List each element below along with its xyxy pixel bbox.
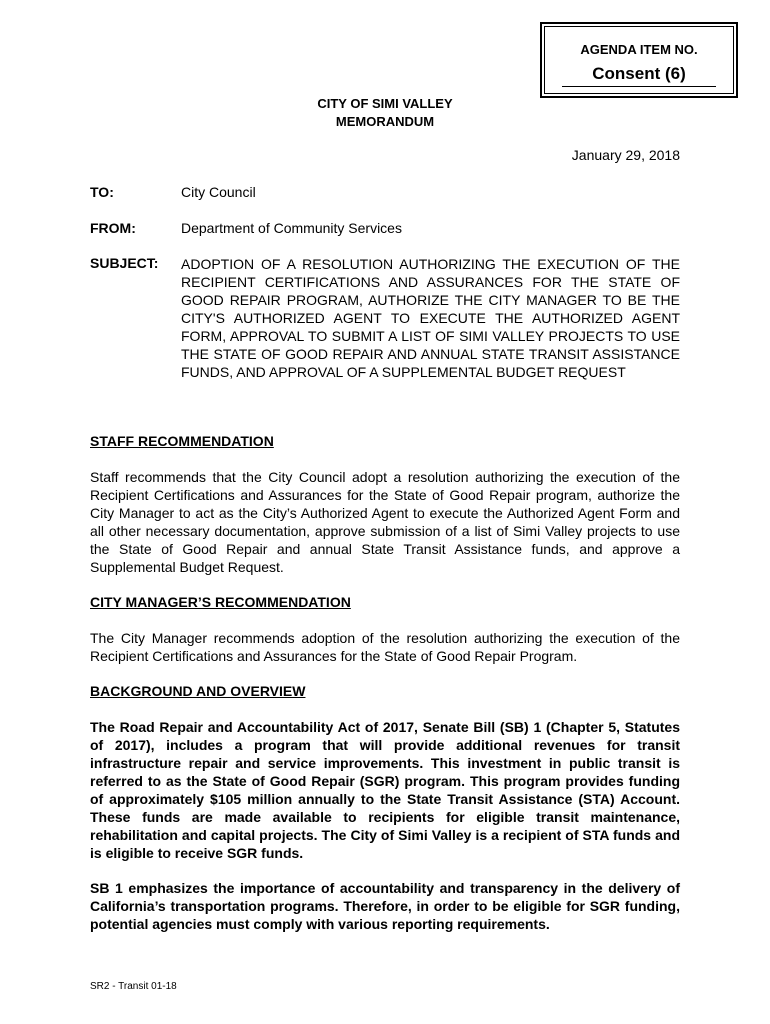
to-label: TO: — [90, 184, 114, 200]
agenda-item-label: AGENDA ITEM NO. — [580, 42, 698, 57]
subject-text: ADOPTION OF A RESOLUTION AUTHORIZING THE EXECUTION OF THE RECIPIENT CERTIFICATIONS AND ASSURANCES FOR THE STATE OF GOOD REPAIR PROGRAM, AUTHORIZE THE CITY MANAGER TO BE THE CITY'S AUTHORIZED AGENT TO EXECUTE THE AUTHORIZED AGENT FORM, APPROVAL TO SUBMIT A LIST OF SIMI VALLEY PROJECTS TO USE THE STATE OF GOOD REPAIR AND ANNUAL STATE TRANSIT ASSISTANCE FUNDS, AND APPROVAL OF A SUPPLEMENTAL BUDGET REQUEST — [181, 256, 680, 380]
background-heading: BACKGROUND AND OVERVIEW — [90, 683, 306, 699]
footer-reference: SR2 - Transit 01-18 — [90, 981, 177, 992]
city-manager-recommendation-heading: CITY MANAGER’S RECOMMENDATION — [90, 594, 351, 610]
background-paragraph-1: The Road Repair and Accountability Act of 2017, Senate Bill (SB) 1 (Chapter 5, Statutes of 2017), includes a program that will provide additional revenues for transit infrastructure repair and service improvements. This investment in public transit is referred to as the State of Good Repair (SGR) program. This program provides funding of approximately $105 million annually to the State Transit Assistance (STA) Account. These funds are made available to recipients for eligible transit maintenance, rehabilitation and capital projects. The City of Simi Valley is a recipient of STA funds and is eligible to receive SGR funds. — [90, 719, 680, 861]
from-value: Department of Community Services — [181, 220, 402, 236]
staff-recommendation-heading: STAFF RECOMMENDATION — [90, 433, 274, 449]
subject-label: SUBJECT: — [90, 255, 159, 271]
city-manager-recommendation-text: The City Manager recommends adoption of the resolution authorizing the execution of the Recipient Certifications and Assurances for the State of Good Repair Program. — [90, 630, 680, 664]
staff-recommendation-text: Staff recommends that the City Council adopt a resolution authorizing the execution of the Recipient Certifications and Assurances for the State of Good Repair program, authorize the City Manager to act as the City’s Authorized Agent to execute the Authorized Agent Form and all other necessary documentation, approve submission of a list of Simi Valley projects to use the State of Good Repair and annual State Transit Assistance funds, and approve a Supplemental Budget Request. — [90, 469, 680, 575]
agenda-item-box — [540, 22, 738, 98]
city-name: CITY OF SIMI VALLEY — [317, 96, 453, 111]
agenda-item-value: Consent (6) — [562, 64, 716, 87]
from-label: FROM: — [90, 220, 136, 236]
memo-date: January 29, 2018 — [571, 147, 680, 163]
to-value: City Council — [181, 184, 256, 200]
memo-title: MEMORANDUM — [335, 114, 435, 129]
background-paragraph-2: SB 1 emphasizes the importance of accountability and transparency in the delivery of California’s transportation programs. Therefore, in order to be eligible for SGR funding, potential agencies must comply with various reporting requirements. — [90, 880, 680, 932]
